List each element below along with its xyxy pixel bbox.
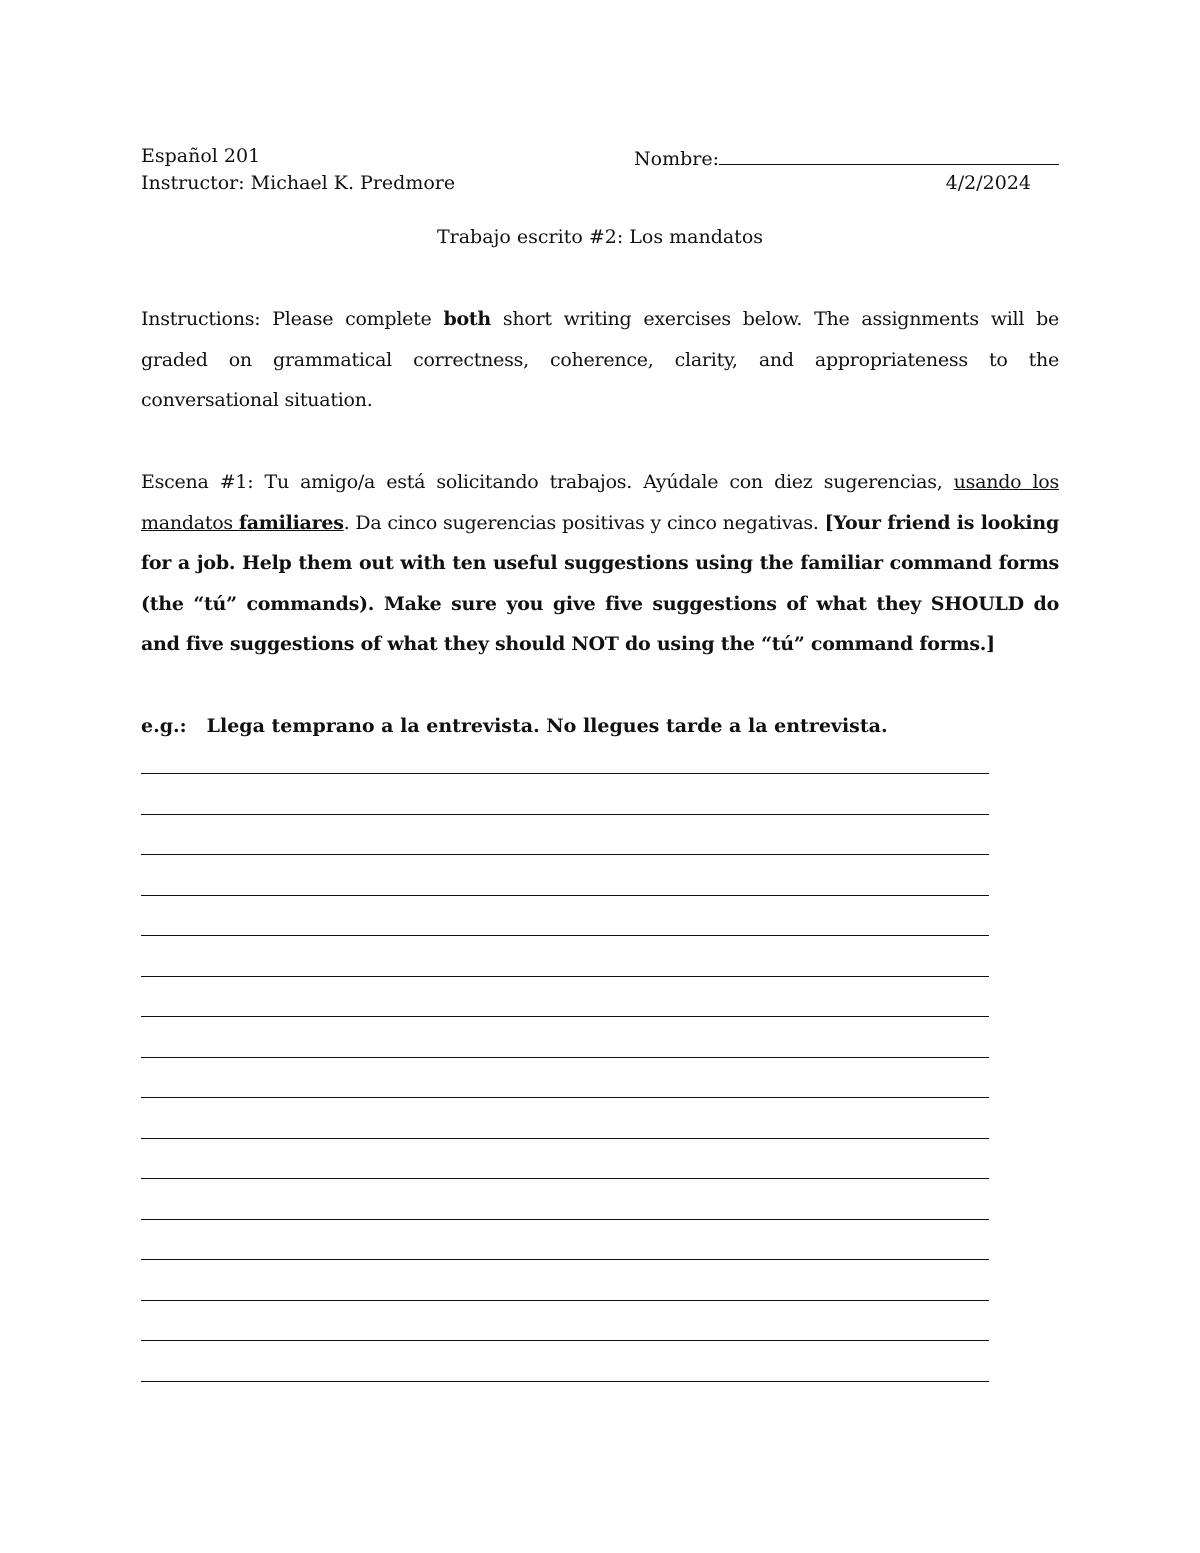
instructions-rest: short writing exercises below. The assignments will be graded on grammatical correctness, coherence, clarity, and appropriateness to the conversational situation. (141, 308, 1059, 412)
answer-line[interactable] (141, 1057, 989, 1098)
answer-lines[interactable] (141, 773, 989, 1421)
answer-line[interactable] (141, 976, 989, 1017)
instructions-emphasis: both (443, 308, 491, 330)
name-blank-line[interactable] (719, 144, 1059, 165)
answer-line[interactable] (141, 1178, 989, 1219)
answer-line[interactable] (141, 895, 989, 936)
escena1-paragraph (141, 462, 1059, 665)
name-label: Nombre: (634, 148, 719, 170)
answer-line[interactable] (141, 1219, 989, 1260)
name-field[interactable] (634, 144, 1059, 171)
instructions-lead: Instructions: Please complete (141, 308, 444, 330)
answer-line[interactable] (141, 1097, 989, 1138)
answer-line[interactable] (141, 773, 989, 814)
answer-line[interactable] (141, 1259, 989, 1300)
answer-line[interactable] (141, 935, 989, 976)
example-line (141, 706, 888, 746)
escena1-underline-text: usando los mandatos (141, 471, 1059, 534)
escena1-mid: . Da cinco sugerencias positivas y cinco negativas. (343, 511, 825, 534)
escena1-lead: Escena #1: Tu amigo/a está solicitando trabajos. Ayúdale con diez sugerencias, (141, 471, 954, 493)
course-label: Español 201 (141, 145, 261, 167)
example-label: e.g.: (141, 715, 187, 737)
instructions-paragraph (141, 299, 1059, 421)
answer-line[interactable] (141, 1138, 989, 1179)
answer-line[interactable] (141, 1381, 989, 1422)
answer-line[interactable] (141, 1300, 989, 1341)
answer-line[interactable] (141, 854, 989, 895)
instructor-label: Instructor: Michael K. Predmore (141, 172, 456, 194)
date-label: 4/2/2024 (945, 172, 1031, 194)
assignment-title: Trabajo escrito #2: Los mandatos (436, 226, 764, 248)
answer-line[interactable] (141, 814, 989, 855)
escena1-english: [Your friend is looking for a job. Help them out with ten useful suggestions using the familiar command forms (the “tú” commands). Make sure you give five suggestions of what they SHOULD do and five suggestions of what they should NOT do using the “tú” command forms.] (141, 511, 1059, 656)
escena1-underline-bold: familiares (238, 511, 344, 534)
example-text: Llega temprano a la entrevista. No llegues tarde a la entrevista. (206, 715, 888, 737)
answer-line[interactable] (141, 1340, 989, 1381)
answer-line[interactable] (141, 1016, 989, 1057)
